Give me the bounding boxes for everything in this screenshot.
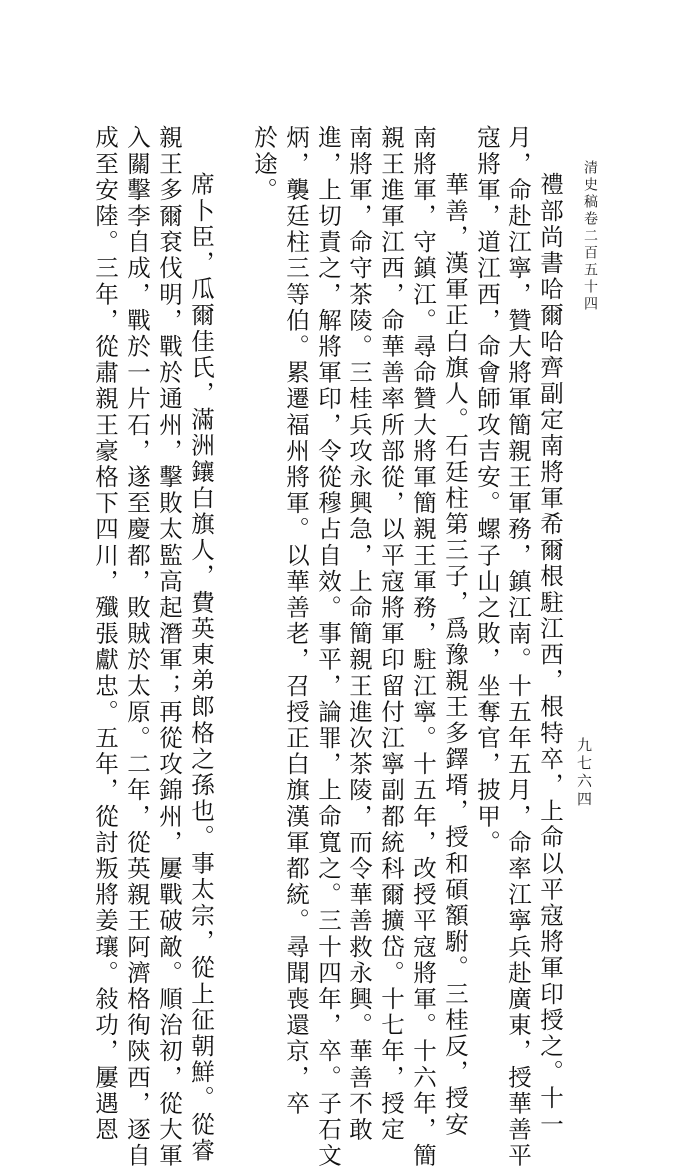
text-column: 入關擊李自成，戰於一片石，遂至慶都，敗賊於太原。二年，從英親王阿濟格徇陝西，逐自 (123, 125, 151, 1169)
text-column: 寇將軍，道江西，命會師攻吉安。螺子山之敗，坐奪官，披甲。 (473, 125, 501, 856)
text-column: 親王多爾袞伐明，戰於通州，擊敗太監高起潛軍；再從攻錦州，屢戰破敵。順治初，從大軍 (155, 125, 183, 1169)
page-number: 九七六四 (575, 737, 593, 809)
text-column: 於途。 (250, 125, 278, 204)
text-column: 南將軍，命守茶陵。三桂兵攻永興急，上命簡親王進次茶陵，而令華善救永興。華善不敢 (345, 125, 373, 1143)
running-header: 清史稿卷二百五十四 (582, 160, 598, 313)
text-column: 進，上切責之，解將軍印，令從穆占自效。事平，論罪，上命寬之。三十四年，卒。子石文 (314, 125, 342, 1169)
text-column: 席卜臣，瓜爾佳氏，滿洲鑲白旗人，費英東弟郎格之孫也。事太宗，從上征朝鮮。從睿 (187, 172, 215, 1164)
text-column: 南將軍，守鎮江。尋命贊大將軍簡親王軍務，駐江寧。十五年，改授平寇將軍。十六年，簡 (409, 125, 437, 1169)
text-column: 華善，漢軍正白旗人。石廷柱第三子，爲豫親王多鐸壻，授和碩額駙。三桂反，授安 (441, 172, 469, 1138)
text-column: 月，命赴江寧，贊大將軍簡親王軍務，鎮江南。十五年五月，命率江寧兵赴廣東，授華善平 (504, 125, 532, 1169)
text-column: 炳，襲廷柱三等伯。累遷福州將軍。以華善老，召授正白旗漢軍都統。尋聞喪還京，卒 (282, 125, 310, 1117)
text-column: 親王進軍江西，命華善率所部從，以平寇將軍印留付江寧副都統科爾擴岱。十七年，授定 (377, 125, 405, 1143)
text-column: 禮部尚書哈爾哈齊副定南將軍希爾根駐江西，根特卒，上命以平寇將軍印授之。十一 (536, 172, 564, 1138)
text-column: 成至安陸。三年，從肅親王豪格下四川，殲張獻忠。五年，從討叛將姜瓖。敍功，屢遇恩 (91, 125, 119, 1143)
